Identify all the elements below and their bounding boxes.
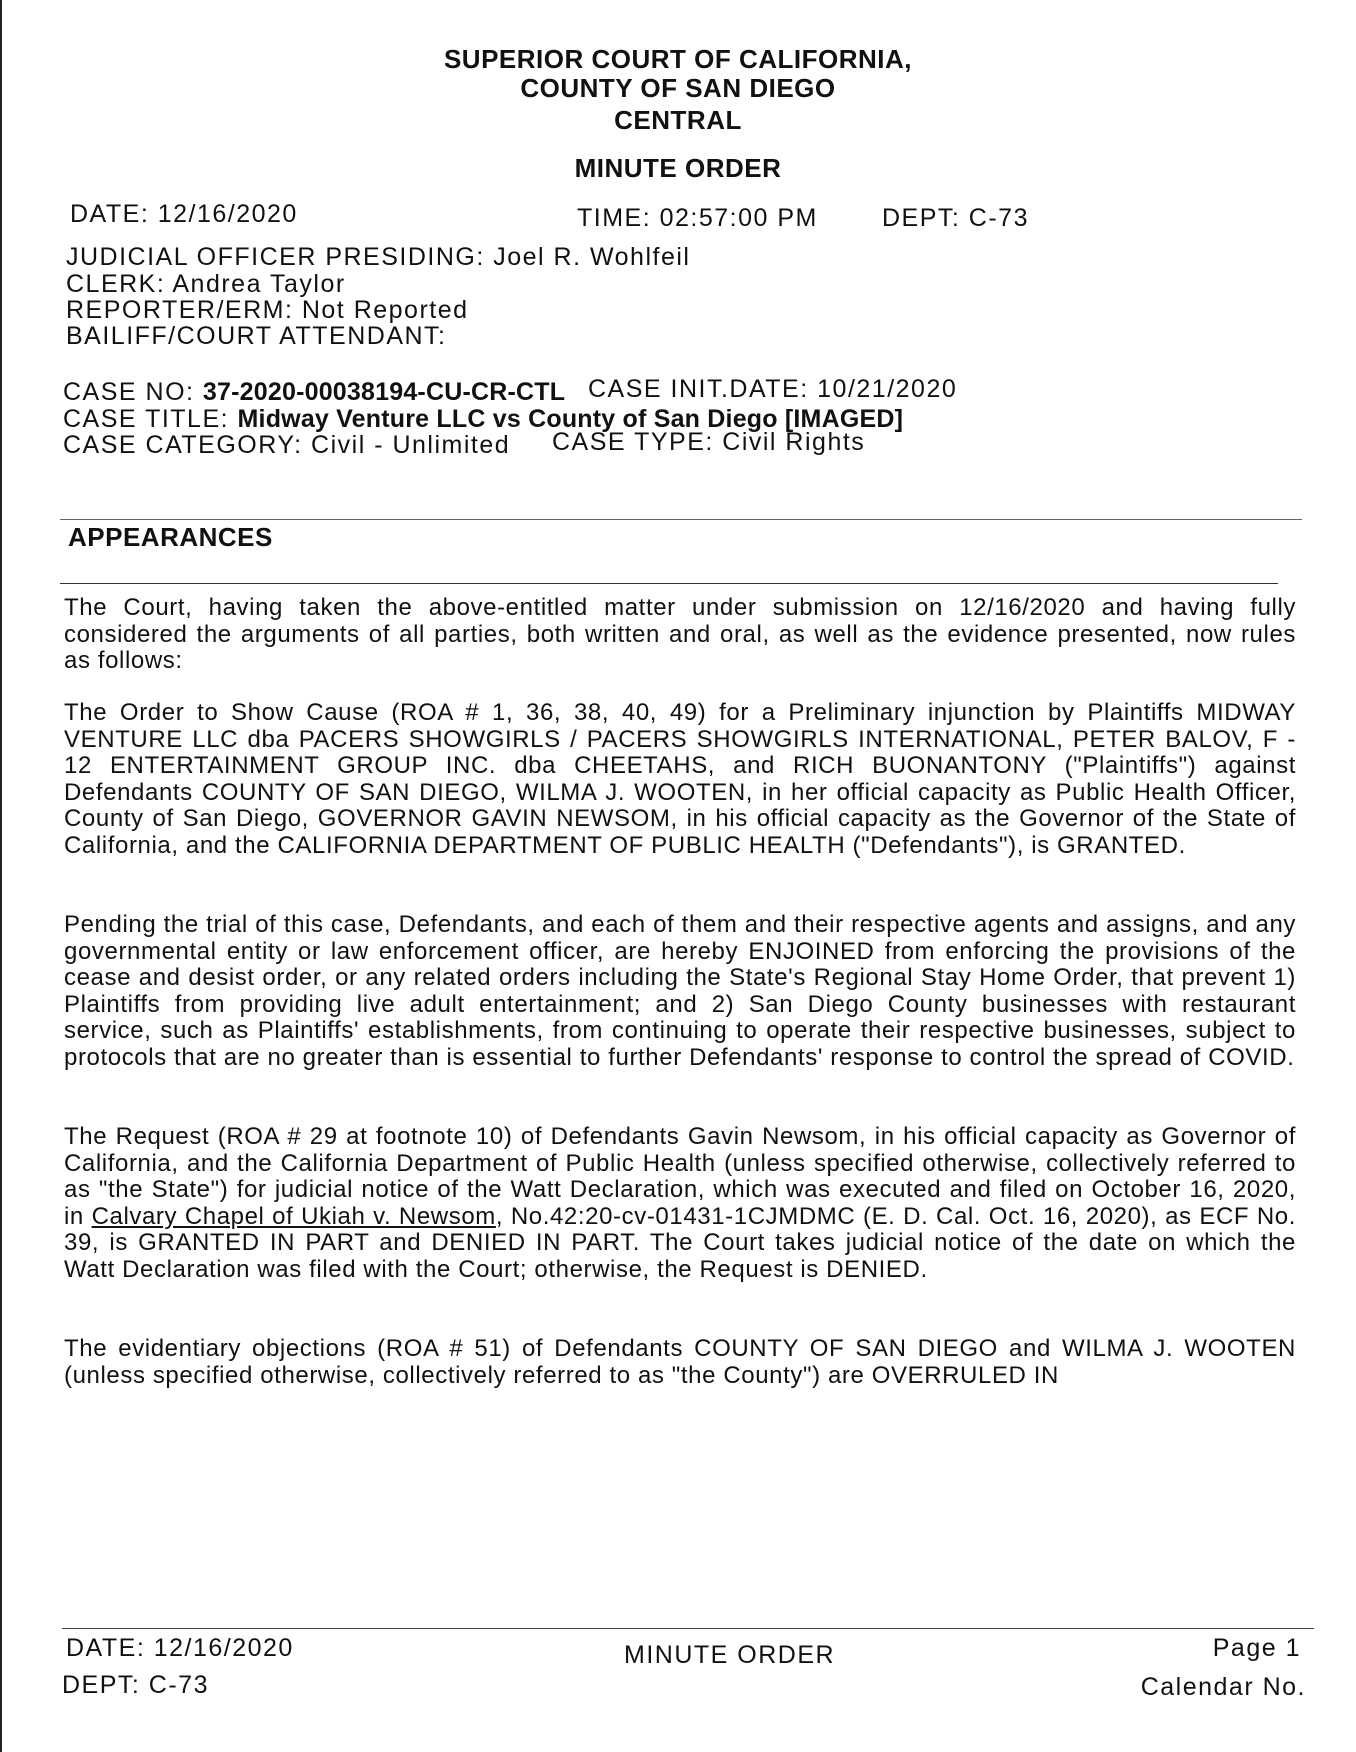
ruling-paragraph-4-part2: , No.42:20-cv-01431-1CJMDMC (E. D. Cal. Oct. 16, 2020), as ECF No. 39, is GRANTED IN PART and DENIED IN PART. The Court takes judicial notice of the date on which the Watt Declaration was filed with the Court; otherwise, the Request is DENIED. [64, 1202, 1296, 1283]
ruling-paragraph-4 [64, 1124, 1296, 1283]
case-category [63, 431, 510, 460]
case-init-date-value: 10/21/2020 [817, 375, 958, 403]
case-category-value: Civil - Unlimited [311, 431, 511, 459]
session-dept [882, 204, 1029, 233]
appearances-top-rule [60, 519, 1302, 520]
case-category-label: CASE CATEGORY: [63, 431, 312, 459]
clerk [66, 270, 346, 299]
ruling-paragraph-5: The evidentiary objections (ROA # 51) of Defendants COUNTY OF SAN DIEGO and WILMA J. WOOTEN (unless specified otherwise, collectively referred to as "the County") are OVERRULED IN [64, 1335, 1296, 1389]
judicial-officer [66, 243, 690, 272]
session-dept-value: C-73 [968, 204, 1029, 232]
case-init-date [588, 375, 957, 404]
ruling-paragraph-3: Pending the trial of this case, Defendants, and each of them and their respective agents and assigns, and any governmental entity or law enforcement officer, are hereby ENJOINED from enforcing the provisions of the cease and desist order, or any related orders including the State's Regional Stay Home Order, that prevent 1) Plaintiffs from providing live adult entertainment; and 2) San Diego County businesses with restaurant service, such as Plaintiffs' establishments, from continuing to operate their respective businesses, subject to protocols that are no greater than is essential to further Defendants' response to control the spread of COVID. [64, 911, 1296, 1071]
footer-title: MINUTE ORDER [624, 1641, 836, 1669]
reporter-label: REPORTER/ERM: [66, 296, 302, 324]
footer-page-number: Page 1 [1212, 1634, 1301, 1662]
case-title-value: Midway Venture LLC vs County of San Diego [IMAGED] [237, 405, 904, 433]
session-time-value: 02:57:00 PM [659, 204, 818, 232]
session-time [577, 204, 818, 233]
session-date-label: DATE: [70, 200, 158, 228]
ruling-paragraph-1: The Court, having taken the above-entitled matter under submission on 12/16/2020 and having fully considered the arguments of all parties, both written and oral, as well as the evidence presented, now rules as follows: [64, 594, 1296, 674]
page-left-edge [0, 0, 2, 1752]
document-title: MINUTE ORDER [574, 153, 782, 183]
court-name-line1: SUPERIOR COURT OF CALIFORNIA, [443, 44, 913, 74]
appearances-bottom-rule [60, 583, 1278, 584]
judicial-officer-value: Joel R. Wohlfeil [493, 243, 691, 271]
case-number-label: CASE NO: [63, 378, 203, 406]
footer-date [66, 1634, 294, 1663]
case-title-label: CASE TITLE: [63, 405, 238, 433]
clerk-value: Andrea Taylor [172, 270, 346, 298]
reporter-value: Not Reported [301, 296, 469, 324]
case-number-value: 37-2020-00038194-CU-CR-CTL [202, 378, 566, 406]
bailiff: BAILIFF/COURT ATTENDANT: [66, 322, 447, 350]
case-type-value: Civil Rights [722, 428, 866, 456]
court-name-line3: CENTRAL [614, 105, 742, 135]
appearances-heading: APPEARANCES [68, 522, 273, 552]
session-date [70, 200, 298, 229]
case-number [63, 378, 565, 407]
judicial-officer-label: JUDICIAL OFFICER PRESIDING: [66, 243, 494, 271]
clerk-label: CLERK: [66, 270, 173, 298]
footer-dept-value: C-73 [148, 1671, 209, 1699]
case-type [552, 428, 865, 457]
session-dept-label: DEPT: [882, 204, 969, 232]
case-type-label: CASE TYPE: [552, 428, 723, 456]
session-time-label: TIME: [577, 204, 660, 232]
footer-date-label: DATE: [66, 1634, 154, 1662]
footer-dept-label: DEPT: [62, 1671, 149, 1699]
ruling-paragraph-2: The Order to Show Cause (ROA # 1, 36, 38, 40, 49) for a Preliminary injunction by Plaintiffs MIDWAY VENTURE LLC dba PACERS SHOWGIRLS / PACERS SHOWGIRLS INTERNATIONAL, PETER BALOV, F - 12 ENTERTAINMENT GROUP INC. dba CHEETAHS, and RICH BUONANTONY ("Plaintiffs") against Defendants COUNTY OF SAN DIEGO, WILMA J. WOOTEN, in her official capacity as Public Health Officer, County of San Diego, GOVERNOR GAVIN NEWSOM, in his official capacity as the Governor of the State of California, and the CALIFORNIA DEPARTMENT OF PUBLIC HEALTH ("Defendants"), is GRANTED. [64, 699, 1296, 859]
footer-date-value: 12/16/2020 [153, 1634, 294, 1662]
ruling-paragraph-4-part1: The Request (ROA # 29 at footnote 10) of Defendants Gavin Newsom, in his official capacity as Governor of California, and the California Department of Public Health (unless specified otherwise, collectively referred to as "the State") for judicial notice of the Watt Declaration, which was executed and filed on October 16, 2020, in [64, 1123, 1296, 1230]
session-date-value: 12/16/2020 [157, 200, 298, 228]
case-init-date-label: CASE INIT.DATE: [588, 375, 818, 403]
reporter [66, 296, 469, 325]
footer-dept [62, 1671, 209, 1700]
court-name-line2: COUNTY OF SAN DIEGO [520, 73, 836, 103]
cited-case-name: Calvary Chapel of Ukiah v. Newsom [91, 1202, 496, 1230]
footer-calendar-number: Calendar No. [1140, 1673, 1306, 1701]
footer-rule [62, 1628, 1314, 1629]
